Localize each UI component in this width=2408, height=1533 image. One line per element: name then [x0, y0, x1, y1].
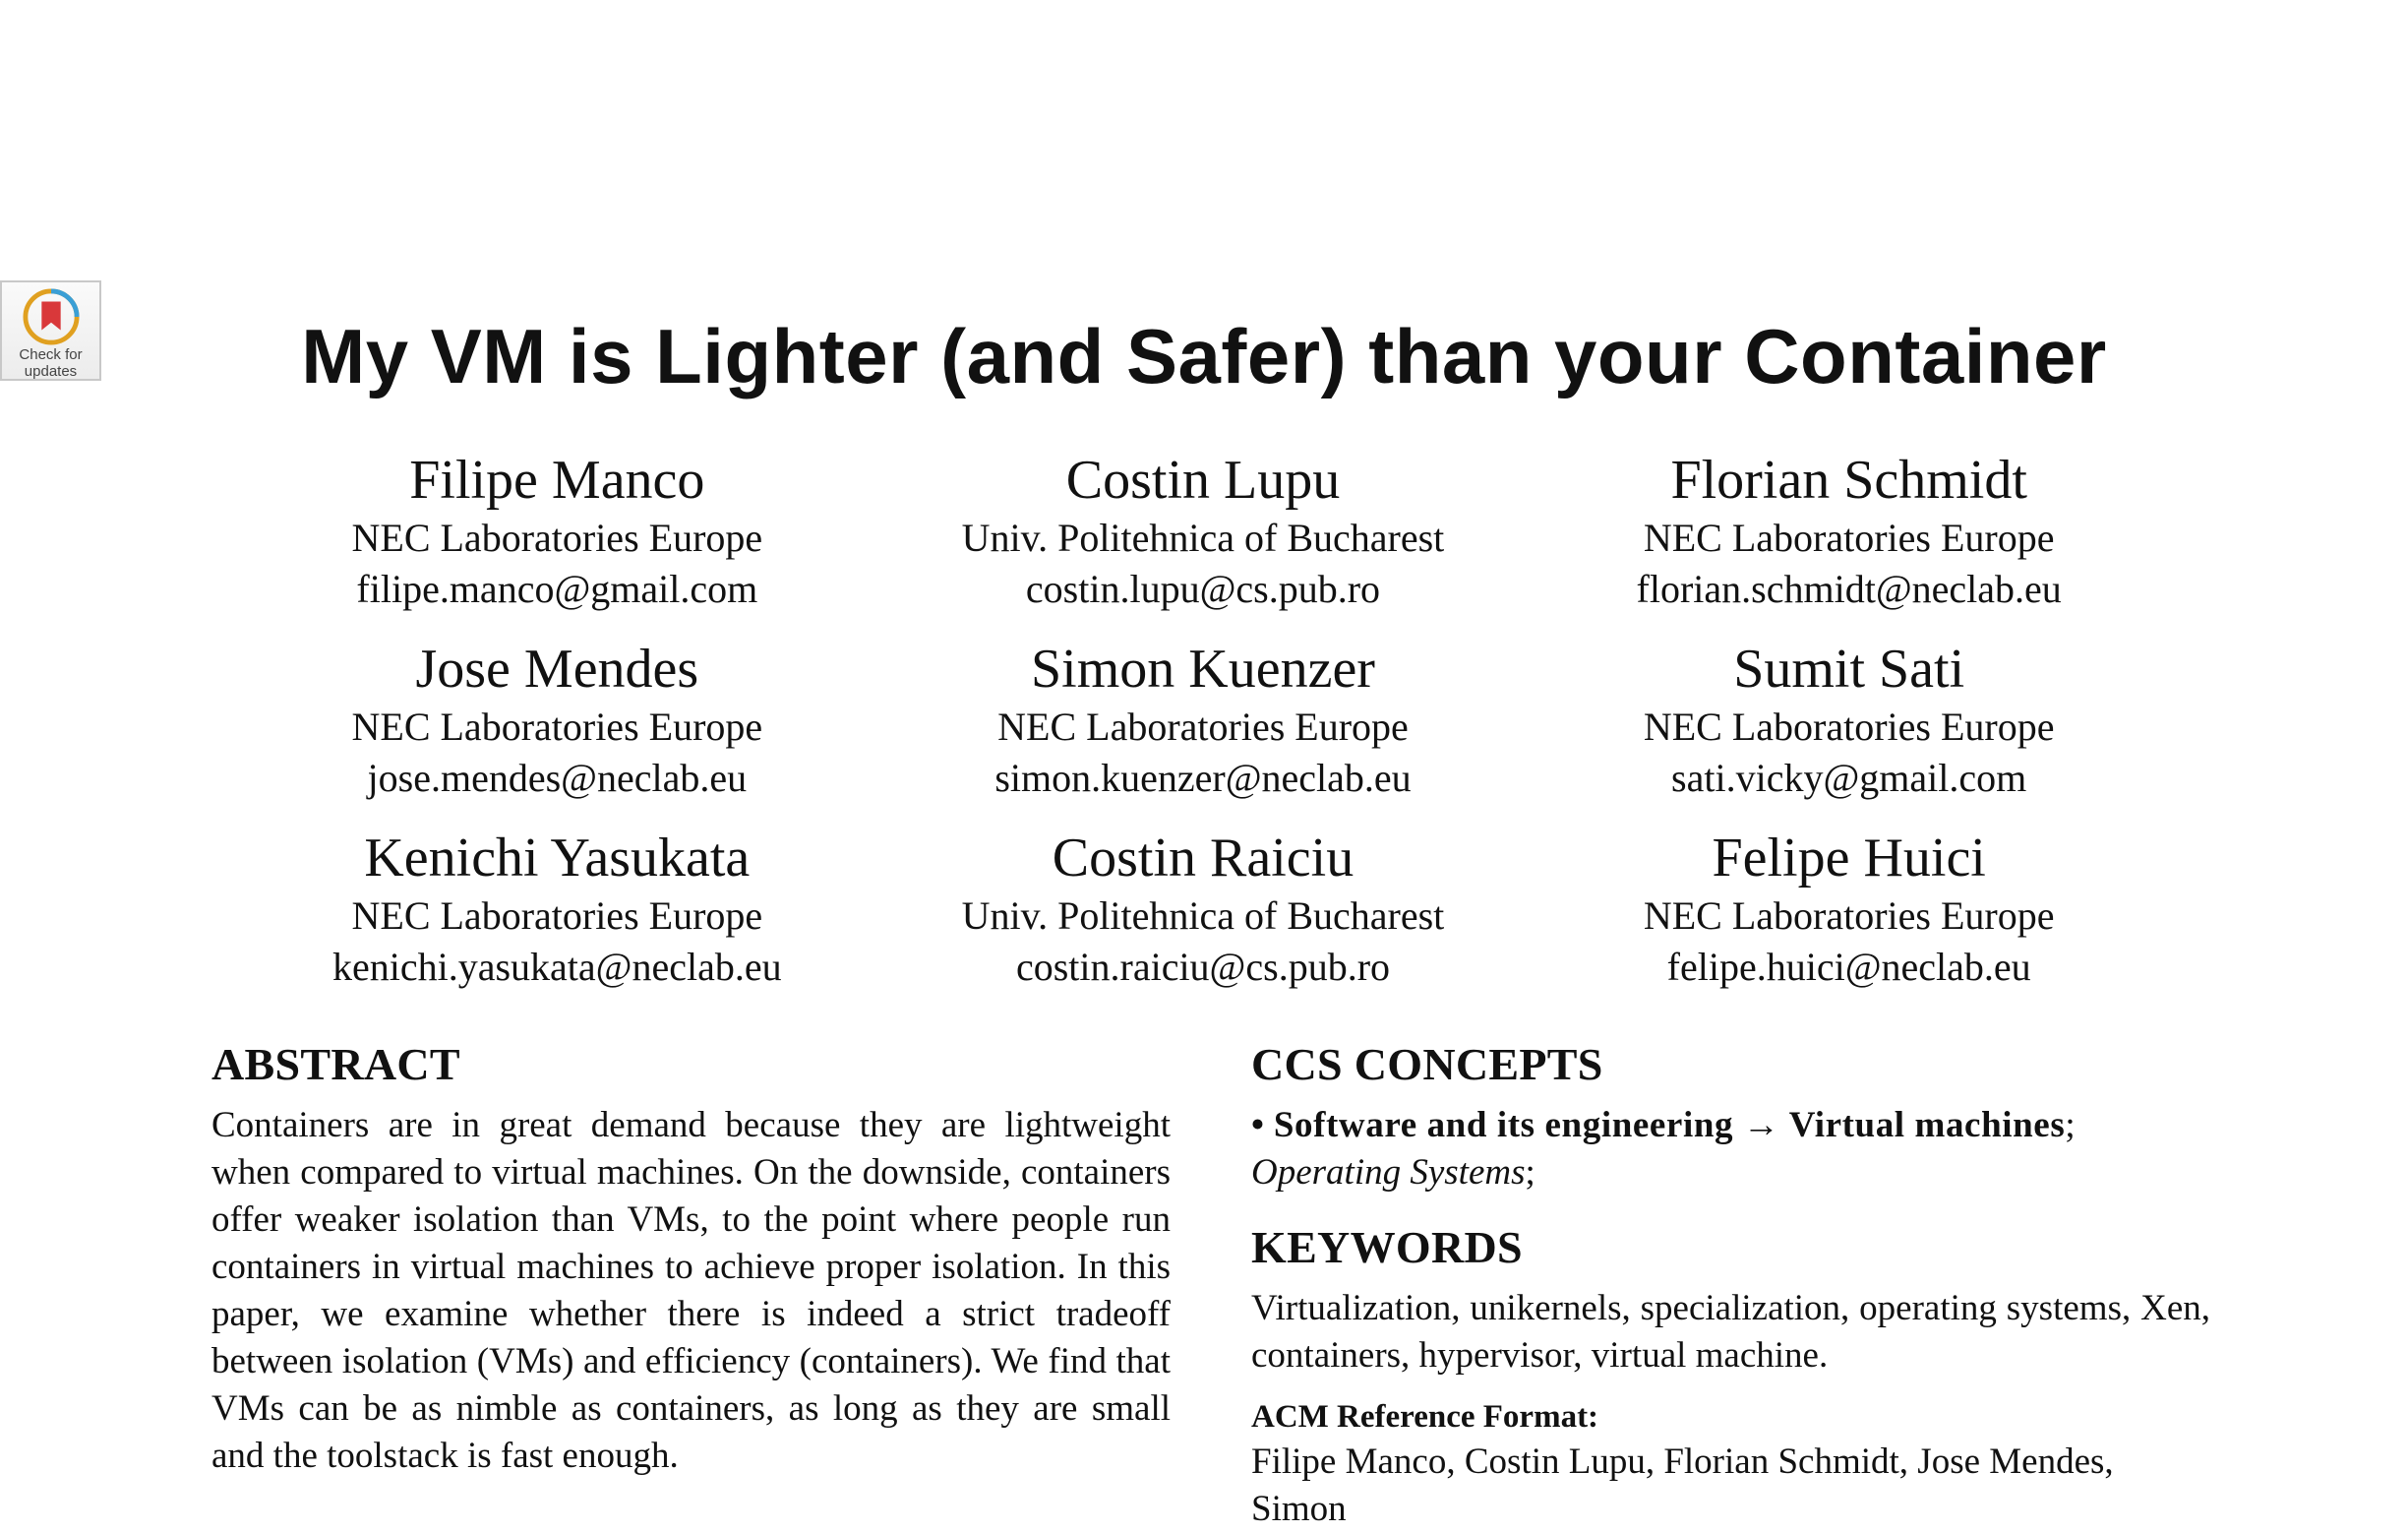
ccs-concept-secondary: Operating Systems: [1251, 1152, 1526, 1193]
author-name: Filipe Manco: [409, 450, 705, 511]
author-block: [1526, 826, 2172, 993]
author-affiliation: NEC Laboratories Europe: [351, 516, 763, 560]
author-affiliation: NEC Laboratories Europe: [1643, 705, 2055, 749]
keywords-heading: KEYWORDS: [1251, 1222, 1523, 1272]
right-column: [1251, 1033, 2210, 1533]
author-affiliation: NEC Laboratories Europe: [1643, 516, 2055, 560]
author-email[interactable]: florian.schmidt@neclab.eu: [1636, 567, 2062, 611]
author-grid: [234, 448, 2172, 993]
author-affiliation: Univ. Politehnica of Bucharest: [961, 893, 1445, 938]
keywords-text: Virtualization, unikernels, specialization, operating systems, Xen, containers, hypervisor, virtual machine.: [1251, 1288, 2210, 1376]
author-name: Jose Mendes: [415, 639, 699, 700]
author-block: [1526, 637, 2172, 804]
ccs-bullet: •: [1251, 1105, 1265, 1145]
author-name: Florian Schmidt: [1670, 450, 2027, 511]
abstract-heading: ABSTRACT: [211, 1039, 460, 1089]
author-email[interactable]: kenichi.yasukata@neclab.eu: [332, 945, 782, 989]
author-block: [1526, 448, 2172, 615]
author-email[interactable]: jose.mendes@neclab.eu: [367, 756, 748, 800]
badge-label-line2: updates: [24, 363, 78, 380]
author-block: [880, 448, 1527, 615]
left-column: [211, 1033, 1171, 1480]
author-email[interactable]: felipe.huici@neclab.eu: [1666, 945, 2031, 989]
author-email[interactable]: costin.raiciu@cs.pub.ro: [1015, 945, 1391, 989]
badge-label-line1: Check for: [19, 346, 83, 363]
ccs-concept-primary: Software and its engineering → Virtual machines: [1273, 1105, 2066, 1145]
paper-title: My VM is Lighter (and Safer) than your Container: [301, 313, 2107, 399]
abstract-text: Containers are in great demand because they are lightweight when compared to virtual machines. On the downside, containers offer weaker isolation than VMs, to the point where people run containers in virtual machines to achieve proper isolation. In this paper, we examine whether there is indeed a strict tradeoff between isolation (VMs) and efficiency (containers). We find that VMs can be as nimble as containers, as long as they are small and the toolstack is fast enough.: [211, 1105, 1171, 1476]
author-name: Costin Lupu: [1065, 450, 1341, 511]
acm-reference-heading: ACM Reference Format:: [1251, 1399, 1599, 1435]
author-block: [880, 637, 1527, 804]
ccs-heading: CCS CONCEPTS: [1251, 1039, 1603, 1089]
author-name: Simon Kuenzer: [1031, 639, 1375, 700]
author-affiliation: NEC Laboratories Europe: [1643, 893, 2055, 938]
author-affiliation: NEC Laboratories Europe: [351, 893, 763, 938]
author-block: [880, 826, 1527, 993]
author-name: Costin Raiciu: [1052, 828, 1354, 889]
author-email[interactable]: simon.kuenzer@neclab.eu: [994, 756, 1412, 800]
author-name: Kenichi Yasukata: [364, 828, 751, 889]
author-affiliation: NEC Laboratories Europe: [351, 705, 763, 749]
author-affiliation: NEC Laboratories Europe: [997, 705, 1409, 749]
author-name: Felipe Huici: [1712, 828, 1986, 889]
acm-reference-text: Filipe Manco, Costin Lupu, Florian Schmidt, Jose Mendes, Simon: [1251, 1441, 2114, 1529]
author-block: [234, 826, 880, 993]
author-email[interactable]: filipe.manco@gmail.com: [356, 567, 758, 611]
author-email[interactable]: costin.lupu@cs.pub.ro: [1025, 567, 1381, 611]
author-block: [234, 637, 880, 804]
author-name: Sumit Sati: [1733, 639, 1965, 700]
author-block: [234, 448, 880, 615]
ccs-separator: ;: [2065, 1105, 2076, 1145]
ccs-concepts: [1251, 1102, 2210, 1196]
ccs-trailing: ;: [1525, 1152, 1535, 1193]
author-affiliation: Univ. Politehnica of Bucharest: [961, 516, 1445, 560]
author-email[interactable]: sati.vicky@gmail.com: [1671, 756, 2027, 800]
